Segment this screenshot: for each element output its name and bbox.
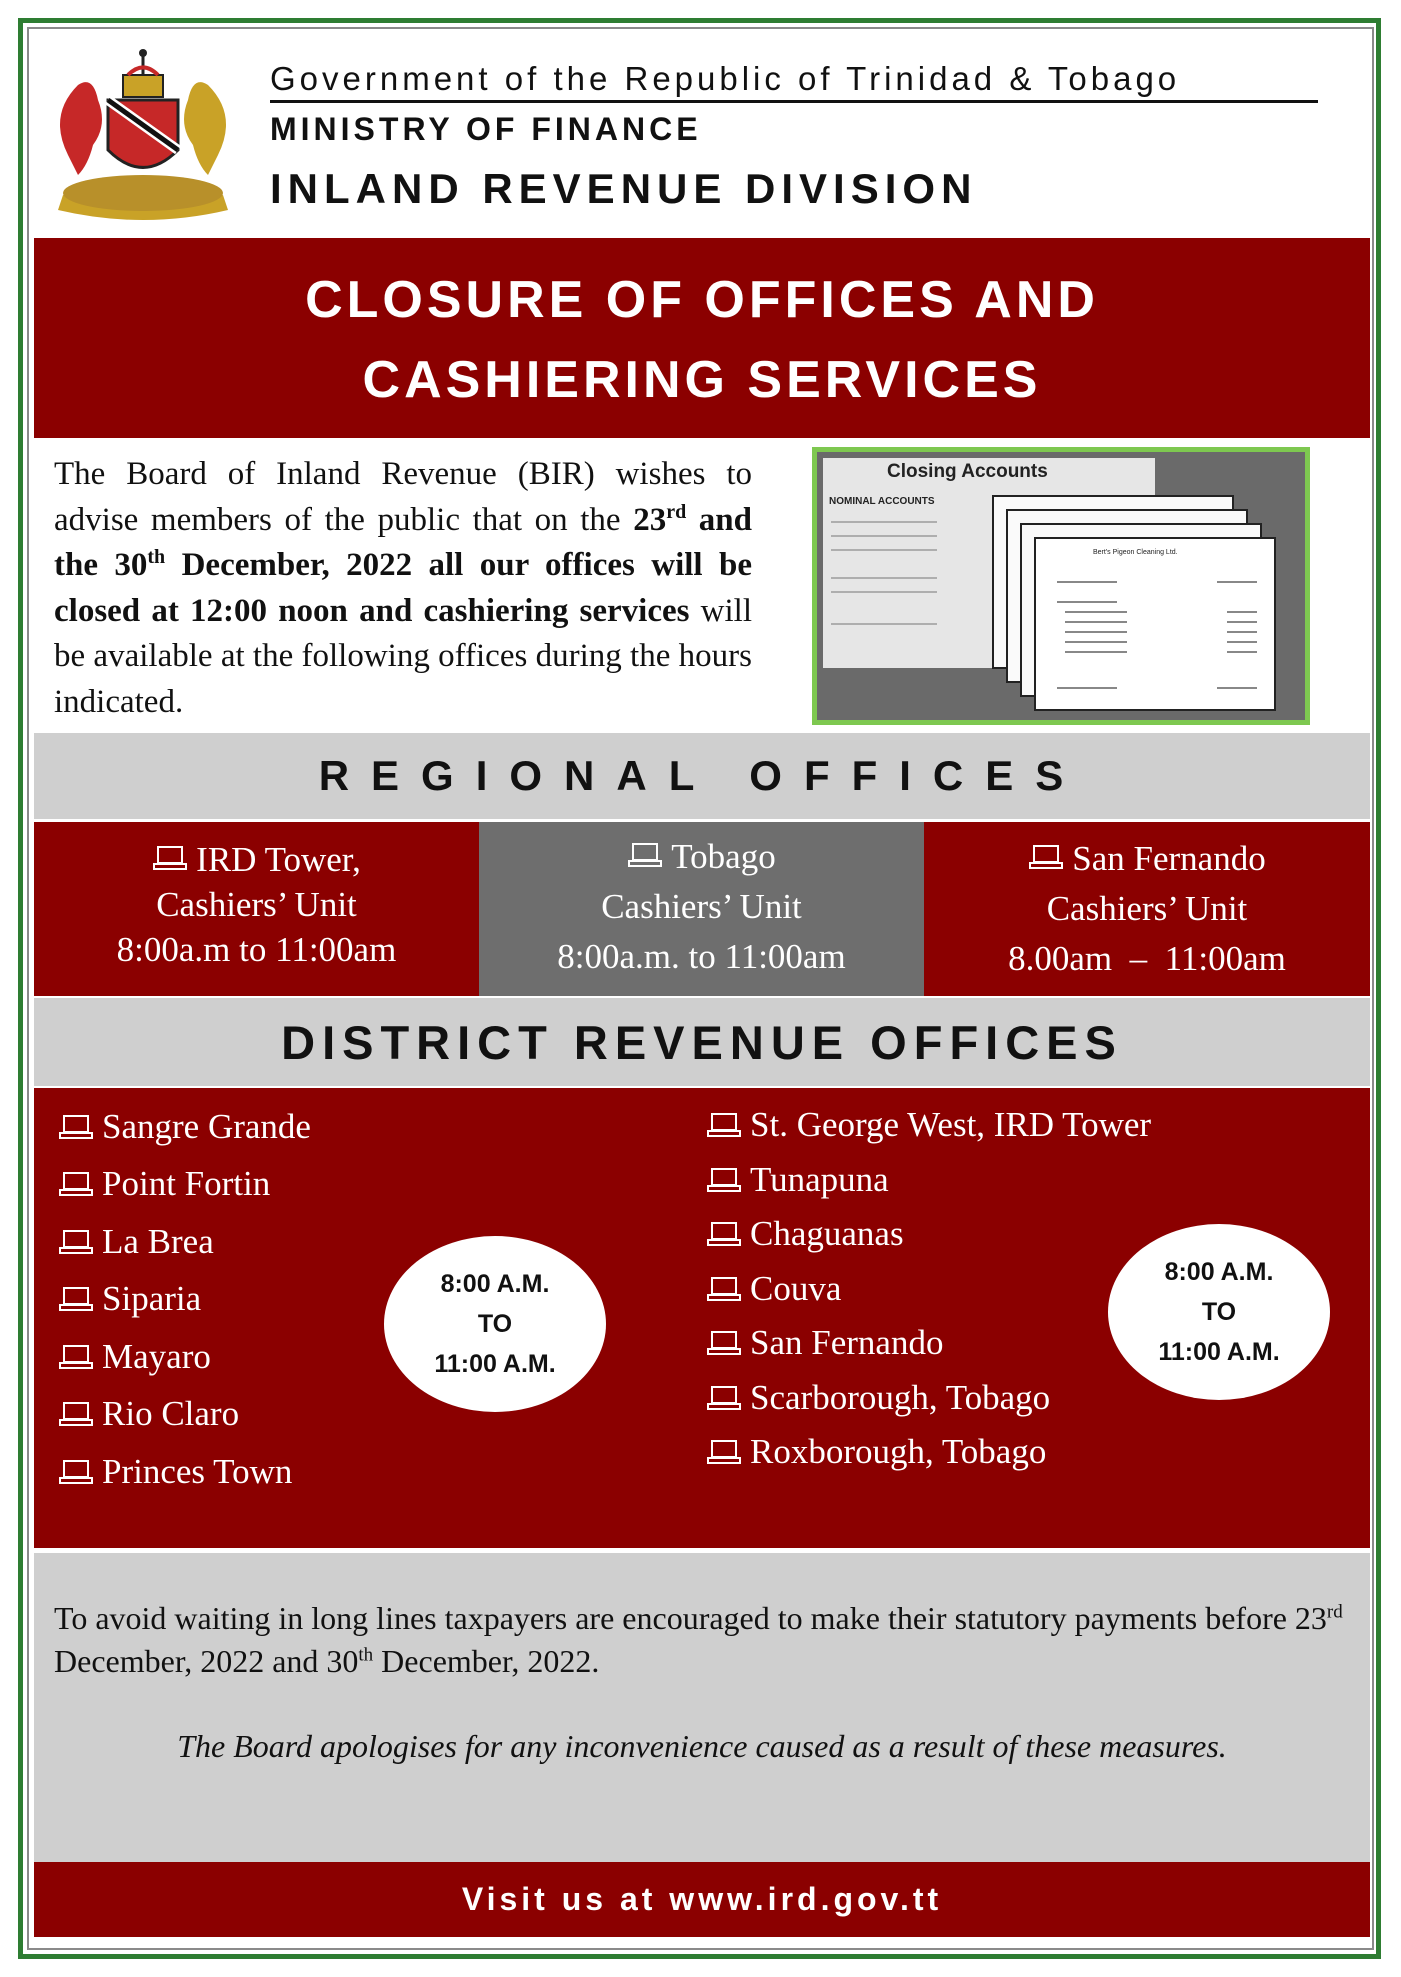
list-item xyxy=(58,1213,311,1271)
office-name: San Fernando xyxy=(750,1323,944,1363)
list-item xyxy=(58,1328,311,1386)
hours-from: 8:00 A.M. xyxy=(1164,1258,1274,1286)
computer-icon xyxy=(1028,844,1064,870)
regional-office-ird-tower xyxy=(34,822,479,996)
office-hours: 8:00a.m. to 11:00am xyxy=(557,937,846,976)
computer-icon xyxy=(706,1330,742,1356)
image-company: Bert's Pigeon Cleaning Ltd. xyxy=(1093,549,1178,556)
payment-advice xyxy=(54,1597,1354,1683)
office-name: Couva xyxy=(750,1268,842,1308)
closing-accounts-image xyxy=(812,447,1310,725)
office-name: Roxborough, Tobago xyxy=(750,1432,1047,1472)
computer-icon xyxy=(627,842,663,868)
office-hours: 8.00am – 11:00am xyxy=(1008,939,1286,978)
ministry-name: MINISTRY OF FINANCE xyxy=(270,111,702,147)
office-name: San Fernando xyxy=(1072,839,1266,878)
office-name: Scarborough, Tobago xyxy=(750,1377,1051,1417)
hours-circle-right xyxy=(1108,1224,1330,1400)
list-item xyxy=(58,1156,311,1214)
intro-sup-2: th xyxy=(147,546,166,568)
closing-accounts-illustration xyxy=(817,452,1305,720)
image-nominal: NOMINAL ACCOUNTS xyxy=(829,496,935,507)
office-name: Rio Claro xyxy=(102,1394,240,1434)
note-sup-1: rd xyxy=(1326,1601,1343,1623)
hours-from: 8:00 A.M. xyxy=(440,1270,550,1298)
title-line-2: CASHIERING SERVICES xyxy=(362,351,1042,409)
office-name: La Brea xyxy=(102,1221,214,1261)
computer-icon xyxy=(58,1401,94,1427)
computer-icon xyxy=(58,1229,94,1255)
hours-circle-left xyxy=(384,1236,606,1412)
regional-office-san-fernando xyxy=(924,822,1370,996)
hours-until: 11:00 A.M. xyxy=(1158,1338,1280,1366)
office-name: Tobago xyxy=(671,837,776,876)
coat-of-arms-icon xyxy=(38,45,248,225)
regional-offices-heading: REGIONAL OFFICES xyxy=(34,733,1370,819)
computer-icon xyxy=(58,1459,94,1485)
list-item xyxy=(706,1316,1151,1371)
office-name: Sangre Grande xyxy=(102,1106,311,1146)
district-offices-heading: DISTRICT REVENUE OFFICES xyxy=(34,998,1370,1086)
division-name: INLAND REVENUE DIVISION xyxy=(270,165,978,212)
note-text-1: To avoid waiting in long lines taxpayers are encouraged to make their statutory payments before 23 xyxy=(54,1600,1327,1636)
list-item xyxy=(706,1425,1151,1480)
note-text-3: December, 2022. xyxy=(373,1643,600,1679)
intro-text-2: will be available at the following offices during the hours indicated. xyxy=(54,592,752,720)
office-name: Princes Town xyxy=(102,1451,293,1491)
intro-bold-b: and the 30 xyxy=(54,501,752,583)
intro-text-1: The Board of Inland Revenue (BIR) wishes to advise members of the public that on the xyxy=(54,456,752,538)
website-footer: Visit us at www.ird.gov.tt xyxy=(34,1862,1370,1937)
computer-icon xyxy=(152,845,188,871)
list-item xyxy=(58,1386,311,1444)
apology-text: The Board apologises for any inconvenience caused as a result of these measures. xyxy=(177,1728,1227,1764)
list-item xyxy=(706,1098,1151,1153)
office-name: IRD Tower, xyxy=(196,840,361,879)
district-list-left xyxy=(58,1098,311,1501)
office-name: Siparia xyxy=(102,1279,202,1319)
intro-sup-1: rd xyxy=(666,500,687,523)
district-list-right xyxy=(706,1098,1151,1480)
note-sup-2: th xyxy=(358,1644,374,1666)
office-unit: Cashiers’ Unit xyxy=(1046,889,1248,928)
image-heading: Closing Accounts xyxy=(887,461,1048,482)
title-line-1: CLOSURE OF OFFICES AND xyxy=(305,271,1099,329)
office-name: Chaguanas xyxy=(750,1214,904,1254)
office-name: Mayaro xyxy=(102,1336,211,1376)
hours-until: 11:00 A.M. xyxy=(434,1350,556,1378)
list-item xyxy=(706,1153,1151,1208)
hours-to: TO xyxy=(1201,1298,1237,1326)
intro-bold-c: December, 2022 all our offices will be closed at 12:00 noon and cashiering services xyxy=(54,547,752,629)
intro-bold-a: 23 xyxy=(633,501,667,538)
computer-icon xyxy=(58,1344,94,1370)
office-name: St. George West, IRD Tower xyxy=(750,1105,1152,1145)
computer-icon xyxy=(706,1385,742,1411)
office-hours: 8:00a.m to 11:00am xyxy=(116,930,397,969)
computer-icon xyxy=(58,1171,94,1197)
computer-icon xyxy=(706,1276,742,1302)
list-item xyxy=(706,1371,1151,1426)
computer-icon xyxy=(706,1221,742,1247)
office-unit: Cashiers’ Unit xyxy=(156,885,357,924)
computer-icon xyxy=(58,1114,94,1140)
government-line: Government of the Republic of Trinidad & Tobago xyxy=(270,60,1318,103)
intro-paragraph xyxy=(54,452,752,725)
list-item xyxy=(706,1262,1151,1317)
list-item xyxy=(58,1271,311,1329)
hours-to: TO xyxy=(477,1310,513,1338)
computer-icon xyxy=(706,1112,742,1138)
list-item xyxy=(58,1443,311,1501)
computer-icon xyxy=(58,1286,94,1312)
office-name: Point Fortin xyxy=(102,1164,271,1204)
office-name: Tunapuna xyxy=(750,1159,889,1199)
computer-icon xyxy=(706,1167,742,1193)
list-item xyxy=(706,1207,1151,1262)
list-item xyxy=(58,1098,311,1156)
office-unit: Cashiers’ Unit xyxy=(601,887,802,926)
note-text-2: December, 2022 and 30 xyxy=(54,1643,359,1679)
regional-office-tobago xyxy=(479,822,924,996)
computer-icon xyxy=(706,1439,742,1465)
title-band xyxy=(34,238,1370,438)
